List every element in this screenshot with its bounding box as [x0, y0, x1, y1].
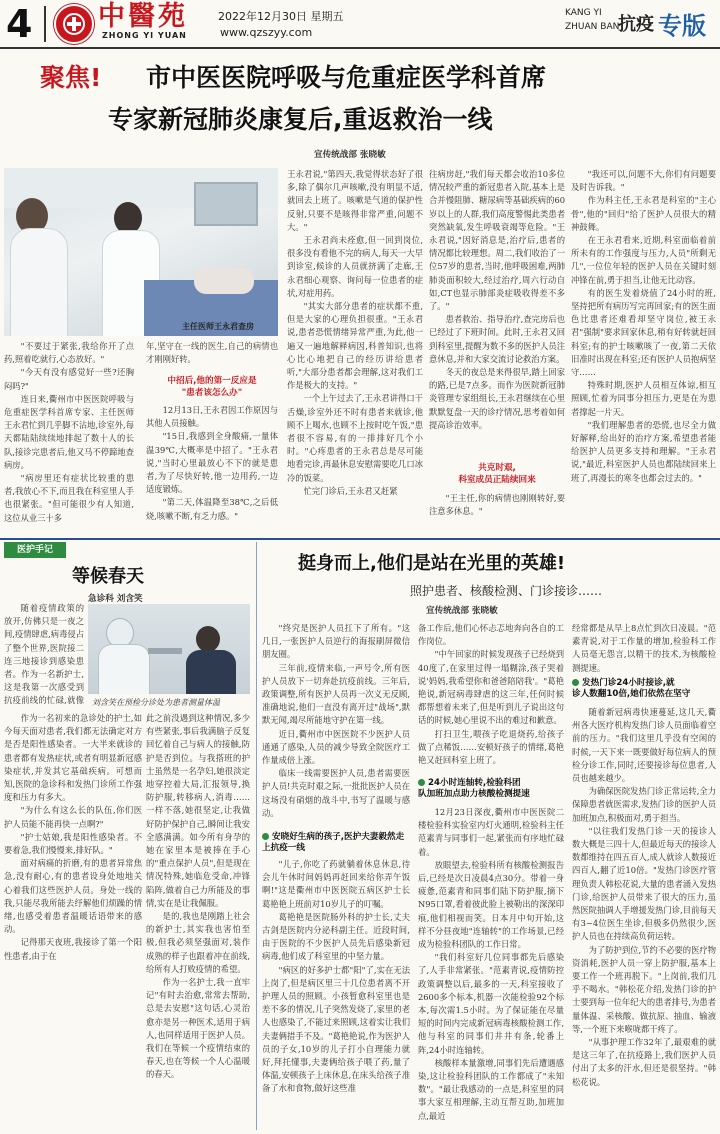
brand-name: 中醫苑 — [98, 1, 188, 32]
article3-byline: 宣传统战部 张晓敏 — [426, 606, 498, 616]
article3-col1: "终究是医护人员扛下了所有。"这几日,一张医护人员逆行的海报刷屏微信朋友圈。 三年前,疫情来临,一声号令,所有医护人员放下一切奔赴抗疫前线。三年后,政策调整,所有医护人员再一次义无反顾,准确地说,他们一直没有离开过"战场",默默无闻,竭尽所能地守护在第一线。 近日,衢州市中医医院不少医护人员通通了感染,人员的减少导致全院医疗工作量成倍上涨。 临床一线需要医护人员,患者需要医护人员!共克时艰之际,一批批医护人员在这场没有硝烟的战斗中,书写了温暖与感动。 — [262, 623, 410, 818]
header-rule — [0, 47, 720, 49]
section-label: 医护手记 — [4, 542, 66, 558]
article1-title-line2: 专家新冠肺炎康复后,重返救治一线 — [108, 105, 493, 134]
article2-photo-caption: 刘含笑在预检分诊处为患者测量体温 — [92, 698, 220, 707]
article3-col3b: 随着新冠病毒快速蔓延,这几天,衢州各大医疗机构发热门诊人员面临着空前的压力。"我们这里几乎没有空闲的时候,一天下来一既要做好每位病人的预检分诊工作,同时,还要接诊每位患者,人员也越来越少。 为确保医院发热门诊正常运转,全力保障患者就医需求,发热门诊的医护人员加班加点,积极面对,勇于担当。 "以往我们发热门诊一天的接诊人数大概是三四十人,但最近每天的接诊人数都维持在四五百人,成人就诊人数接近四百人,翻了近10倍。"发热门诊医疗管理负责人韩松花说,大量的患者涌入发热门诊,给医护人员带来了很大的压力,虽然医院抽调人手增援发热门诊,目前每天有3~4位医生坐诊,但极多仍然很少,医护人员也在持续高负荷运转。 为了防护到位,节约不必要的医疗物资消耗,医护人员一穿上防护服,基本上要工作一个班再脱下。"上岗前,我们几乎不喝水。"韩松花介绍,发热门诊的护士要到每一位年纪大的患者排号,为患者量体温、采核酸、做抗原、抽血、输液等,一个班下来喉咙都干疼了。 "从事护理工作32年了,最艰难的就是这三年了,在抗疫路上,我们医护人员付出了太多的汗水,但还是很坚持。"韩松花说。 — [572, 707, 716, 1087]
article1-byline: 宣传统战部 张晓敏 — [314, 150, 386, 160]
edition-pinyin-2: ZHUAN BAN — [565, 22, 620, 32]
article3-subhead3: 发热门诊24小时接诊,就 诊人数翻10倍,她们依然在坚守 — [572, 678, 691, 699]
page-header — [0, 0, 720, 48]
page-number: 4 — [6, 2, 33, 46]
column-divider — [256, 542, 257, 1130]
article1-kicker: 聚焦! — [40, 63, 102, 92]
article3-subhead2: 24小时连轴转,检验科团 队加班加点助力核酸检测提速 — [418, 778, 530, 799]
article1-title-line1: 市中医医院呼吸与危重症医学科首席 — [146, 63, 547, 92]
article1-subhead1: 中招后,他的第一反应是 "患者该怎么办" — [167, 376, 257, 398]
article1-col4: 往病房赶,"我们每天都会收治10多位情况较严重的新冠患者入院,基本上是合并慢阻肺、糖尿病等基础疾病的60岁以上的人群,我们高度警惕此类患者突然缺氧,发生呼吸衰竭等危险。"王永君说,"因好消息是,治疗后,患者的情况都比较理想。周二,我们收治了一位57岁的患者,当时,他呼吸困难,两肺肺炎面积较大,经过治疗,周六行动自如,CT也显示肺部炎症吸收得差不多了。" 患者救治、指导治疗,查完房后也已经过了下班时间。此时,王永君又回到科室里,提醒为数不多的医护人员注意休息,并和大家交流讨论救治方案。 冬天的夜总是来得很早,踏上回家的路,已是7点多。而作为医院新冠肺炎管理专家组组长,王永君继续在心里默默复盘一天的诊疗情况,思考着如何提高诊治效率。 — [429, 169, 565, 430]
page-number-divider — [44, 6, 46, 42]
hospital-logo-icon — [54, 4, 94, 44]
article3-title: 挺身而上,他们是站在光里的英雄! — [298, 553, 566, 574]
article1-col1: "不要过于紧张,我给你开了点药,照着吃就行,心态放好。" "今天有没有感觉好一些?还胸闷吗?" 连日来,衢州市中医医院呼吸与危重症医学科首席专家、主任医师王永君忙到几乎脚不沾地,诊室外,每天都陆陆续续地排起了数十人的长队,接诊完患者后,他又马不停蹄地查病房。 "病房里还有症状比较重的患者,我放心不下,而且我在科室里人手也很紧张。"但可能很少有人知道,这位从业三十多 — [4, 341, 134, 523]
article2-title: 等候春天 — [72, 566, 144, 587]
edition-label-2: 专版 — [658, 12, 706, 40]
article1-photo-caption: 主任医师王永君查房 — [182, 321, 254, 331]
article1-col5: "我还可以,问题不大,你们有问题要及时告诉我。" 作为科主任,王永君是科室的"主心骨",他的"回归"给了医护人员很大的精神鼓舞。 在王永君看来,近期,科室面临着前所未有的工作强度与压力,人员"所剩无几",一位位年轻的医护人员在关键时刻冲锋在前,勇于担当,让他无比动容。 有的医生发着烧值了24小时的班,坚持把所有病历写完再回家;有的医生面色比患者还难看却坚守岗位,被王永君"强制"要求回家休息,稍有好转就赶回科室;有的护士咳嗽咳了一夜,第二天依旧准时出现在科室;还有医护人员抱病坚守…… 特殊时期,医护人员相互体谅,相互照顾,忙着为同事分担压力,更是在为患者撑起一片天。 "我们理解患者的恐慌,也尽全力做好解释,给出好的治疗方案,希望患者能给医护人员更多支持和理解。"王永君说,"最近,科室医护人员也都陆续回来上班了,再漫长的寒冬也都会过去的。" — [571, 169, 716, 483]
section-divider — [0, 538, 720, 540]
bullet-dot-icon — [572, 679, 579, 686]
article2-col2: 此之前没遇到这种情况,多少有些紧张,事后我满脑子反复回忆着自己与病人的接触,防护是否到位。与我搭班的护士虽然是一名孕妇,她很淡定地穿控着大局,汇报领导,换防护服,转移病人,消毒……一样不落,她很坚定,让我做好防护保护自己,瞬间让我安全感满满。如今所有身孕的她在家里本是被捧在手心的"重点保护人员",但是现在情况特殊,她临危受命,冲锋陷阵,做着自己力所能及的事情,实在是让我佩服。 是的,我也是刚踏上社会的新护士,其实我也害怕至极,但我必须坚强面对,装作成熟的样子也跟着冲在前线,给所有人打败疫情的希望。 作为一名护士,我一直牢记"有时去治愈,常常去帮助,总是去安慰"这句话,心灵治愈亦是另一种医术,适用于病人,也同样适用于医护人员。我们在等候一个疫情结束的春天,也在等候一个人心温暖的春天。 — [146, 713, 250, 1080]
article2-photo — [88, 604, 250, 694]
brand-pinyin: ZHONG YI YUAN — [102, 31, 187, 40]
article2-col1: 作为一名初来的急诊处的护士,如今每天面对患者,我们都无法确定对方是否是阳性感染者。一大半来就诊的患者都有发热症状,或者有明显新冠感染症状,并发其它基础疾病。可想而知,医院的急诊科和发热门诊所工作强度和压力有多大。 "为什么有这么长的队伍,你们医护人员能不能再快一点啊?" "护士姑娘,我是阳性感染者。不要着急,我们慢慢来,排好队。" 面对病痛的折磨,有的患者异常焦急,没有耐心,有的患者设身处地地关心着我们这些医护人员。身处一线的我,只能尽我所能去纾解他们烦躁的情绪,也感受着患者温暖话语带来的感动。 记得那天夜班,我接诊了第一个阳性患者,由于在 — [4, 713, 142, 961]
article3-col1b: "儿子,你吃了药就躺着休息休息,待会儿午休时间妈妈再赶回来给你弄午饭啊!"这是衢州市中医医院五病区护士长葛艳艳上班前对10岁儿子的叮嘱。 葛艳艳是医院肠外科的护士长,丈夫古剑是医院内分泌科副主任。近段时间,由于医院的不少医护人员先后感染新冠病毒,他们成了科室里的中坚力量。 "病区的好多护士都"阳"了,实在无法上岗了,但是病区里三十几位患者离不开护理人员的照顾。小孩暂愈科室里也是差不多的情况,儿子突然发烧了,家里的老人也感染了,不能过来照顾,这着实让我们夫妻俩措手不及。"葛艳艳说,作为医护人员的子女,10岁的儿子打小自理能力就好,拜托懂事,夫妻俩给孩子喂了药,量了体温,安顿孩子上床休息,在床头给孩子准备了水和食物,做好这些准 — [262, 859, 410, 1094]
article1-photo — [4, 168, 278, 336]
article1-col3: 王永君说,"第四天,我觉得状态好了很多,除了偶尔几声咳嗽,没有明显不适,就回去上班了。咳嗽是气道的保护性反射,只要不是咳得非常严重,问题不大。" 王永君尚未痊愈,但一回到岗位,很多没有看他不完的病人,每天一大早到诊室,候诊的人员就挤满了走廊,王永君细心观察、询问每一位患者的症状,对症用药。 "其实大部分患者的症状都不重,但是大家的心理负担很重。"王永君说,患者恐慌情绪异常严重,为此,他一遍又一遍地解释病因,科普知识,也将心比心地把自己的经历讲给患者听,"大部分患者都会理解,这对我们工作是极大的支持。" 一个上午过去了,王永君讲得口干舌燥,诊室外还不时有患者来就诊,他顾不上喝水,也顾不上按时吃午饭,"患者很不容易,有的一排排好几个小时。"心疼患者的王永君总是尽可能地看完诊,再最休息安慰需要吃几口冰冷的饭菜。 忙完门诊后,王永君又赶紧 — [287, 169, 423, 496]
bullet-dot-icon — [262, 833, 269, 840]
article2-col1-top: 随着疫情政策的放开,仿佛只是一夜之间,疫情肆虐,病毒侵占了整个世界,医院接二连三地接诊到感染患者。作为一名新护士,这是我第一次感受到抗疫前线的忙碌,就像 — [4, 603, 84, 706]
article3-col2b: 12月23日深夜,衢州市中医医院二楼检验科实验室内灯火通明,检验科主任范素青与同事们一起,紧张而有序地忙碌着。 放眼望去,检验科所有核酸检测报告后,已经是次日凌晨4点30分。带着一身疲惫,范素青和同事们陆下防护服,摘下N95口罩,看着彼此脸上被勒出的深深印痕,他们相视而笑。日本月中旬开始,这样不分昼夜地"连轴转"的工作场景,已经成为检验科团队的工作日常。 "我们科室好几位同事都先后感染了,人手非常紧张。"范素青说,疫情防控政策调整以后,最多的一天,科室接收了2600多个标本,机器一次能检验92个标本,每次需1.5小时。为了保证能在尽量短的时间内完成新冠病毒核酸检测工作,他与科室的同事们井井有条,轮番上阵,24小时连轴转。 核酸样本量激增,同事们先后遭遇感染,这让检验科团队的工作都成了"未知数"。"最让我感动的一点是,科室里的同事大家互相理解,主动互帮互助,加班加点,最近 — [418, 807, 564, 1121]
article1-subhead2: 共克时艰, 科室成员正陆续回来 — [458, 463, 536, 485]
article1-col2b: 12月13日,王永君因工作原因与其他人员接触。 "15日,我感到全身酸痛,一量体温39℃,大概率是中招了。"王永君说,"当时心里最放心不下的就是患者,为了尽快好转,他一边用药,一边适度锻炼。 "第二天,体温降至38℃,之后低烧,咳嗽不断,有乏力感。" — [146, 405, 278, 521]
article2-byline: 急诊科 刘含笑 — [88, 594, 143, 604]
article3-subhead1: 安晓好生病的孩子,医护夫妻毅然走上抗疫一线 — [262, 832, 405, 853]
article1-col2: 年,坚守在一线的医生,自己的病情也才刚刚好转。 — [146, 341, 278, 365]
issue-date: 2022年12月30日 星期五 — [218, 10, 344, 23]
article3-col3: 经常都是从早上8点忙到次日凌晨。"范素青说,对于工作量的增加,检验科工作人员毫无怨言,以精干的技术,为核酸检测提速。 — [572, 623, 716, 673]
article3-subtitle: 照护患者、核酸检测、门诊接诊…… — [410, 584, 603, 598]
edition-label-1: 抗疫 — [618, 14, 654, 35]
bullet-dot-icon — [418, 779, 425, 786]
article3-col2: 备工作后,他们心怀忐忑地奔向各自的工作岗位。 "中午回家的时候发现孩子已经烧到40度了,在家里过得一塌糊涂,孩子哭着说'妈妈,我希望你和爸爸陪陪我'。"葛艳艳说,新冠病毒肆虐的这三年,任何时候都帮想着未来了,但是听到儿子说出这句话的时候,她心里说不出的难过和歉意。 打扫卫生,喂孩子吃退烧药,给孩子做了点稀饭……安顿好孩子的情绪,葛艳艳又赶回科室上班了。 — [418, 623, 564, 766]
article1-col4b: "王主任,你的病情也刚刚转好,要注意多休息。" — [429, 493, 565, 517]
website-link[interactable]: www.qzszyy.com — [220, 26, 313, 39]
edition-pinyin-1: KANG YI — [565, 8, 602, 18]
